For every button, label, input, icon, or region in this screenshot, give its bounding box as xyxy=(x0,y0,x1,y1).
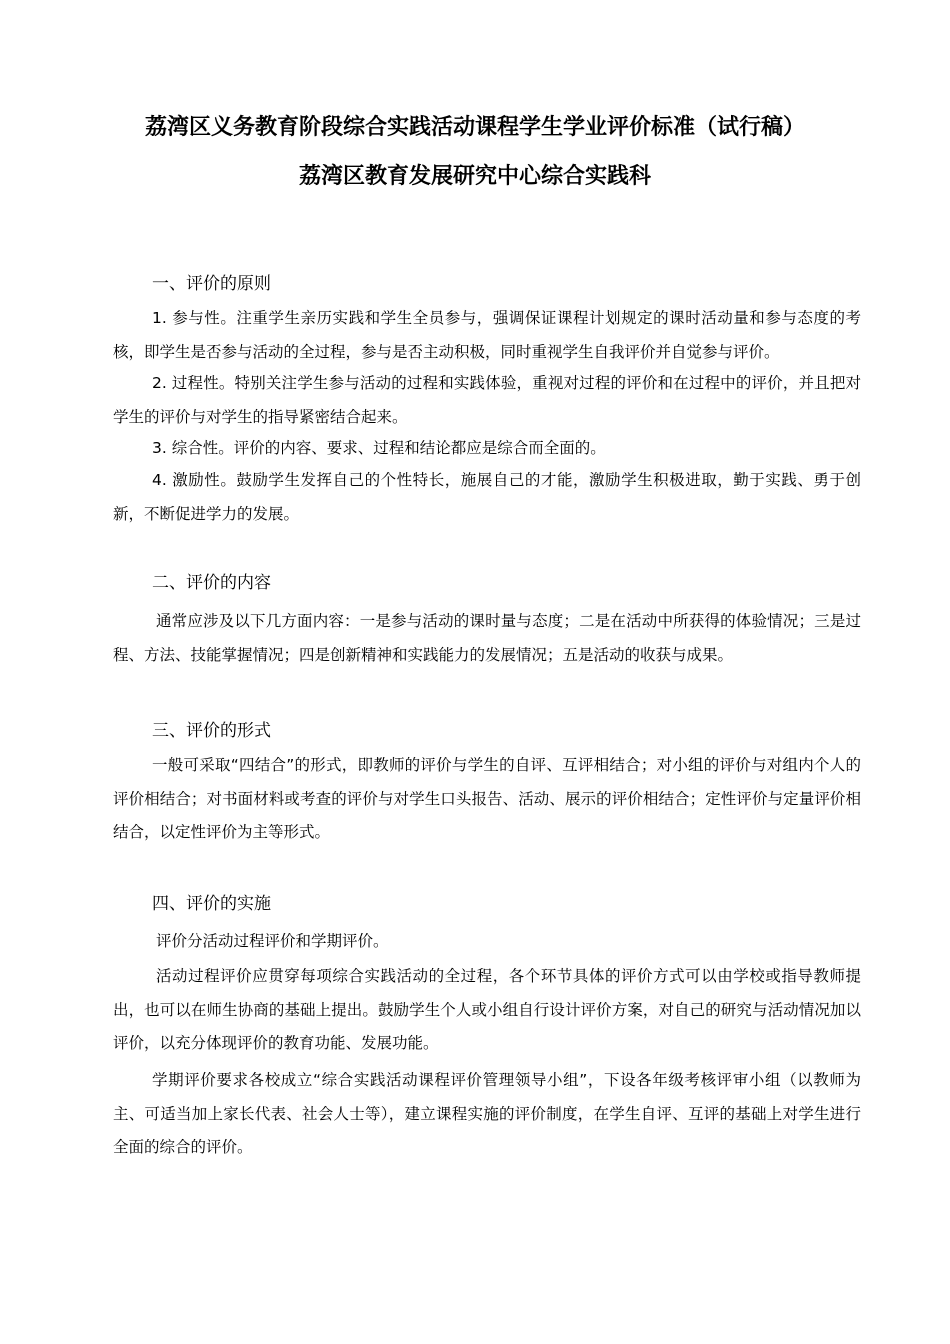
document-subtitle: 荔湾区教育发展研究中心综合实践科 xyxy=(298,164,651,189)
paragraph-semester-evaluation: 学期评价要求各校成立“综合实践活动课程评价管理领导小组”，下设各年级考核评审小组（以教师为主、可适当加上家长代表、社会人士等），建立课程实施的评价制度，在学生自评、互评的基础上对学生进行全面的综合的评价。 xyxy=(113,1071,861,1156)
paragraph-participation: 1. 参与性。注重学生亲历实践和学生全员参与，强调保证课程计划规定的课时活动量和参与态度的考核，即学生是否参与活动的全过程，参与是否主动积极，同时重视学生自我评价并自觉参与评价。 xyxy=(113,309,861,361)
paragraph-comprehensive: 3. 综合性。评价的内容、要求、过程和结论都应是综合而全面的。 xyxy=(152,439,606,457)
paragraph-implementation-intro: 评价分活动过程评价和学期评价。 xyxy=(156,932,389,950)
section-heading-implementation: 四、评价的实施 xyxy=(152,894,271,914)
paragraph-process: 2. 过程性。特别关注学生参与活动的过程和实践体验，重视对过程的评价和在过程中的评价，并且把对学生的评价与对学生的指导紧密结合起来。 xyxy=(113,374,861,426)
paragraph-activity-evaluation: 活动过程评价应贯穿每项综合实践活动的全过程，各个环节具体的评价方式可以由学校或指导教师提出，也可以在师生协商的基础上提出。鼓励学生个人或小组自行设计评价方案，对自己的研究与活动情况加以评价，以充分体现评价的教育功能、发展功能。 xyxy=(113,967,861,1052)
document-title: 荔湾区义务教育阶段综合实践活动课程学生学业评价标准（试行稿） xyxy=(144,115,805,140)
paragraph-incentive: 4. 激励性。鼓励学生发挥自己的个性特长，施展自己的才能，激励学生积极进取，勤于实践、勇于创新，不断促进学力的发展。 xyxy=(113,471,861,523)
paragraph-forms: 一般可采取“四结合”的形式，即教师的评价与学生的自评、互评相结合；对小组的评价与对组内个人的评价相结合；对书面材料或考查的评价与对学生口头报告、活动、展示的评价相结合；定性评价与定量评价相结合，以定性评价为主等形式。 xyxy=(113,756,861,841)
section-heading-content: 二、评价的内容 xyxy=(152,573,271,593)
paragraph-content: 通常应涉及以下几方面内容：一是参与活动的课时量与态度；二是在活动中所获得的体验情况；三是过程、方法、技能掌握情况；四是创新精神和实践能力的发展情况；五是活动的收获与成果。 xyxy=(113,612,861,664)
section-heading-forms: 三、评价的形式 xyxy=(152,721,271,741)
section-heading-principles: 一、评价的原则 xyxy=(152,274,271,294)
